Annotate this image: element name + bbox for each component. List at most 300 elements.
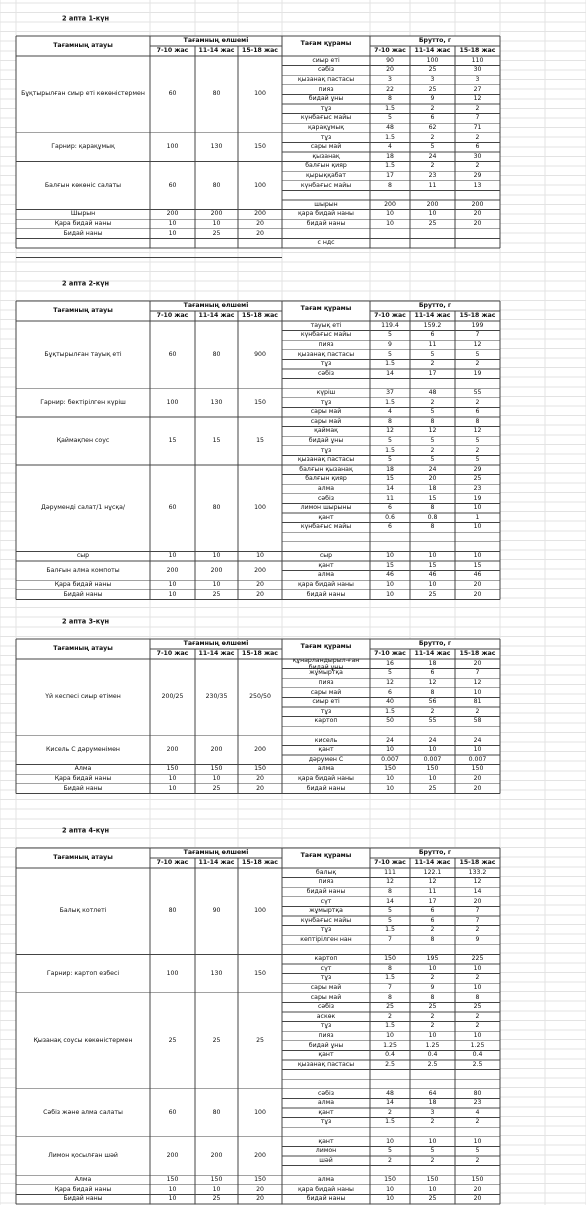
gross-weight-header: Брутто, г (418, 36, 452, 44)
composition-header: Тағам құрамы (300, 642, 352, 650)
gross-value: 3 (430, 1108, 435, 1116)
ingredient-name: сары май (310, 993, 342, 1001)
portion-value: 20 (256, 590, 264, 598)
gross-value: 2 (475, 398, 480, 406)
gross-value: 12 (386, 878, 394, 886)
gross-value: 111 (384, 868, 396, 876)
gross-value: 2 (475, 162, 480, 170)
gross-value: 12 (386, 427, 394, 435)
gross-value: 19 (473, 369, 482, 377)
portion-value: 200 (210, 746, 223, 754)
gross-value: 2 (430, 398, 435, 406)
gross-value: 3 (430, 75, 435, 83)
ingredient-name: сәбіз (317, 1003, 335, 1011)
gross-age-header: 7-10 жас (374, 858, 406, 866)
dish-name: Балғын көкөніс салаты (44, 181, 122, 189)
portion-value: 150 (210, 1175, 223, 1183)
gross-value: 18 (386, 465, 394, 473)
ingredient-name: шырын (314, 200, 338, 208)
ingredient-name: жұмыртқа (309, 669, 343, 677)
portion-value: 10 (212, 1185, 221, 1193)
portion-value: 10 (168, 552, 177, 560)
portion-value: 60 (168, 350, 177, 358)
gross-value: 100 (426, 56, 439, 64)
gross-value: 2.5 (472, 1060, 483, 1068)
gross-value: 10 (386, 580, 394, 588)
gross-value: 2 (430, 1012, 435, 1020)
dish-name: Бұқтырылған сиыр еті көкөністермен (21, 90, 145, 98)
gross-value: 10 (428, 774, 437, 782)
portion-value: 25 (212, 784, 221, 792)
gross-value: 5 (388, 916, 392, 924)
gross-value: 2 (475, 1118, 480, 1126)
gross-value: 58 (473, 717, 482, 725)
ingredient-name: алма (317, 484, 335, 492)
gross-value: 2 (430, 1156, 435, 1164)
gross-value: 2 (475, 1022, 480, 1030)
gross-value: 0.007 (381, 755, 399, 763)
gross-value: 200 (426, 200, 439, 208)
gross-value: 150 (426, 765, 439, 773)
gross-value: 46 (428, 571, 437, 579)
portion-value: 200 (166, 1151, 179, 1159)
gross-age-header: 11-14 жас (414, 46, 451, 54)
ingredient-name: қырыққабат (306, 171, 346, 179)
portion-value: 200 (210, 1151, 223, 1159)
gross-value: 48 (386, 1089, 394, 1097)
portion-value: 20 (256, 774, 264, 782)
dish-name-header: Тағамның атауы (53, 306, 113, 314)
portion-value: 15 (212, 436, 221, 444)
ingredient-name: қант (318, 1137, 334, 1145)
gross-value: 2 (430, 104, 435, 112)
portion-value: 100 (254, 1108, 266, 1116)
day-title: 2 апта 4-күн (62, 826, 110, 835)
gross-value: 2 (430, 926, 435, 934)
portion-value: 150 (210, 765, 223, 773)
gross-value: 12 (473, 678, 482, 686)
ingredient-name: шәй (319, 1156, 333, 1164)
gross-value: 10 (428, 1137, 437, 1145)
portion-value: 25 (212, 1036, 221, 1044)
gross-value: 2 (475, 707, 480, 715)
gross-value: 10 (473, 688, 482, 696)
ingredient-name: қант (318, 561, 334, 569)
gross-value: 24 (428, 736, 437, 744)
ingredient-name: жұмыртқа (309, 907, 343, 915)
ingredient-name: алма (317, 765, 335, 773)
portion-age-header: 7-10 жас (156, 649, 189, 657)
ingredient-name: қарақұмық (308, 123, 344, 131)
portion-value: 25 (212, 229, 221, 237)
gross-value: 10 (386, 1195, 394, 1203)
gross-value: 10 (386, 210, 394, 218)
ingredient-name: тұз (320, 1022, 332, 1030)
gross-value: 4 (388, 143, 392, 151)
portion-value: 200 (210, 566, 223, 574)
gross-value: 150 (471, 1175, 484, 1183)
gross-value: 9 (388, 340, 392, 348)
gross-value: 5 (475, 456, 480, 464)
ingredient-name: тұз (320, 133, 332, 141)
portion-value: 200/25 (161, 693, 184, 701)
ingredient-name: бидай ұны (308, 95, 344, 103)
gross-value: 10 (428, 210, 437, 218)
portion-age-header: 15-18 жас (242, 311, 278, 319)
gross-value: 14 (473, 887, 482, 895)
gross-value: 9 (430, 95, 435, 103)
gross-value: 17 (428, 897, 437, 905)
gross-value: 1.5 (385, 398, 395, 406)
ingredient-name: пияз (318, 878, 334, 886)
gross-value: 5 (388, 331, 392, 339)
ingredient-name: күнбағыс майы (300, 331, 352, 339)
portion-age-header: 7-10 жас (156, 46, 189, 54)
gross-value: 14 (386, 1099, 394, 1107)
portion-value: 20 (256, 784, 264, 792)
gross-value: 5 (388, 907, 392, 915)
gross-value: 20 (473, 659, 482, 667)
gross-value: 25 (428, 1195, 437, 1203)
gross-value: 2 (430, 1022, 435, 1030)
gross-value: 2 (475, 104, 480, 112)
ingredient-name: тауық еті (310, 321, 342, 329)
gross-value: 19 (473, 494, 482, 502)
ingredient-name: қара бидай наны (298, 774, 354, 782)
gross-value: 71 (473, 123, 482, 131)
gross-age-header: 11-14 жас (414, 311, 451, 319)
gross-value: 8 (388, 181, 392, 189)
gross-value: 6 (388, 688, 392, 696)
ingredient-name: балғын қияр (305, 162, 347, 170)
portion-value: 250/50 (249, 693, 271, 701)
ingredient-name: қара бидай наны (298, 210, 354, 218)
gross-value: 200 (471, 200, 484, 208)
gross-value: 3 (475, 75, 480, 83)
gross-value: 20 (473, 784, 482, 792)
dish-name: Гарнир: картоп езбесі (46, 969, 120, 977)
ingredient-name: қара бидай наны (298, 580, 354, 588)
ingredient-name: тұз (320, 398, 332, 406)
gross-value: 1.5 (385, 162, 395, 170)
gross-value: 18 (428, 484, 437, 492)
ingredient-name: пияз (318, 85, 334, 93)
gross-value: 20 (473, 1195, 482, 1203)
dish-name: Үй кеспесі сиыр етімен (45, 693, 121, 701)
portion-value: 15 (168, 436, 177, 444)
gross-value: 5 (388, 456, 392, 464)
portion-age-header: 15-18 жас (242, 858, 278, 866)
portion-value: 200 (210, 210, 223, 218)
portion-value: 10 (212, 580, 221, 588)
gross-value: 10 (386, 552, 394, 560)
portion-value: 60 (168, 1108, 177, 1116)
gross-value: 10 (386, 219, 394, 227)
dish-name: Лимон қосылған шәй (48, 1151, 118, 1159)
ingredient-name: алма (317, 1175, 335, 1183)
gross-value: 2 (430, 360, 435, 368)
gross-value: 0.8 (427, 513, 438, 521)
dish-name: Қара бидай наны (54, 774, 112, 782)
portion-value: 10 (168, 580, 177, 588)
ingredient-name: қызанақ (312, 152, 340, 160)
portion-value: 100 (254, 90, 266, 98)
ingredient-name: тұз (320, 707, 332, 715)
portion-value: 130 (210, 969, 223, 977)
portion-value: 150 (254, 143, 266, 151)
portion-value: 20 (256, 219, 264, 227)
gross-value: 6 (388, 523, 392, 531)
portion-value: 10 (168, 219, 177, 227)
ingredient-name: сәбіз (317, 66, 335, 74)
gross-value: 12 (428, 678, 437, 686)
gross-value: 90 (386, 56, 394, 64)
portion-age-header: 7-10 жас (156, 858, 189, 866)
portion-value: 20 (256, 1195, 264, 1203)
gross-value: 24 (428, 465, 437, 473)
gross-value: 25 (428, 85, 437, 93)
ingredient-name: сиыр еті (312, 698, 340, 706)
gross-value: 122.1 (423, 868, 442, 876)
composition-header: Тағам құрамы (300, 851, 352, 859)
gross-value: 2 (475, 360, 480, 368)
gross-age-header: 15-18 жас (459, 46, 496, 54)
ingredient-name: тұз (320, 104, 332, 112)
gross-value: 15 (386, 475, 394, 483)
gross-value: 25 (428, 1003, 437, 1011)
ingredient-name: пияз (318, 678, 334, 686)
ingredient-name: картоп (314, 955, 338, 963)
gross-value: 10 (473, 523, 482, 531)
gross-value: 6 (430, 916, 435, 924)
ingredient-name: құнарландырыл-ған бидай ұны (292, 656, 360, 671)
dish-name: Балық котлеті (59, 907, 107, 915)
gross-value: 2 (475, 1012, 480, 1020)
ingredient-name: пияз (318, 340, 334, 348)
gross-value: 225 (471, 955, 484, 963)
ingredient-name: сүт (320, 897, 332, 905)
gross-value: 2 (475, 1156, 480, 1164)
gross-value: 1.5 (385, 974, 395, 982)
portion-value: 20 (256, 580, 264, 588)
portion-value: 200 (254, 746, 266, 754)
portion-value: 15 (256, 436, 264, 444)
gross-age-header: 11-14 жас (414, 649, 451, 657)
ingredient-name: бидай ұны (308, 436, 344, 444)
gross-value: 12 (473, 340, 482, 348)
gross-value: 2 (430, 707, 435, 715)
gross-value: 199 (471, 321, 484, 329)
ingredient-name: бидай наны (306, 219, 346, 227)
gross-value: 150 (384, 765, 396, 773)
gross-value: 10 (428, 964, 437, 972)
gross-value: 2.5 (427, 1060, 438, 1068)
gross-value: 12 (473, 878, 482, 886)
portion-value: 25 (168, 1036, 177, 1044)
gross-value: 20 (473, 897, 482, 905)
gross-value: 0.007 (468, 755, 487, 763)
gross-value: 20 (473, 210, 482, 218)
ingredient-name: аскөк (316, 1012, 336, 1020)
gross-value: 20 (428, 475, 437, 483)
ingredient-name: сиыр еті (312, 56, 340, 64)
portion-value: 200 (166, 566, 179, 574)
ingredient-name: сары май (310, 143, 342, 151)
dish-name: Бидай наны (63, 784, 103, 792)
gross-value: 2 (430, 133, 435, 141)
ingredient-name: картоп (314, 717, 338, 725)
dish-name: Сәбіз және алма салаты (43, 1108, 123, 1116)
gross-value: 48 (386, 123, 394, 131)
gross-value: 23 (473, 484, 482, 492)
gross-value: 1.5 (385, 360, 395, 368)
gross-value: 10 (473, 746, 482, 754)
portion-value: 100 (166, 398, 179, 406)
gross-value: 81 (473, 698, 482, 706)
portion-value: 80 (212, 1108, 221, 1116)
gross-value: 15 (473, 561, 482, 569)
gross-value: 1.5 (385, 926, 395, 934)
ingredient-name: бидай наны (306, 1195, 346, 1203)
portion-age-header: 11-14 жас (198, 858, 235, 866)
gross-value: 2 (475, 446, 480, 454)
gross-value: 8 (388, 417, 392, 425)
gross-value: 200 (384, 200, 396, 208)
gross-value: 0.4 (472, 1051, 483, 1059)
gross-value: 40 (386, 698, 394, 706)
gross-age-header: 7-10 жас (374, 649, 406, 657)
gross-value: 11 (386, 494, 394, 502)
gross-value: 10 (473, 983, 482, 991)
gross-value: 5 (430, 436, 435, 444)
gross-value: 2 (430, 1118, 435, 1126)
gross-value: 14 (386, 484, 394, 492)
gross-value: 56 (428, 698, 437, 706)
gross-value: 150 (426, 1175, 439, 1183)
gross-value: 12 (473, 95, 482, 103)
portion-size-header: Тағамның өлшемі (183, 301, 249, 309)
ingredient-name: қаймақ (314, 427, 338, 435)
gross-value: 195 (426, 955, 439, 963)
portion-value: 230/35 (205, 693, 228, 701)
gross-weight-header: Брутто, г (418, 639, 452, 647)
gross-value: 14 (386, 897, 394, 905)
portion-value: 900 (254, 350, 266, 358)
portion-value: 100 (166, 143, 179, 151)
gross-value: 8 (475, 417, 480, 425)
gross-value: 0.007 (423, 755, 442, 763)
gross-value: 10 (386, 774, 394, 782)
portion-value: 150 (166, 765, 179, 773)
ingredient-name: кисель (314, 736, 338, 744)
portion-value: 60 (168, 504, 177, 512)
portion-value: 25 (212, 1195, 221, 1203)
gross-value: 17 (428, 369, 437, 377)
ingredient-name: сәбіз (317, 1089, 335, 1097)
gross-value: 25 (428, 66, 437, 74)
gross-value: 7 (475, 331, 480, 339)
gross-value: 1.5 (385, 133, 395, 141)
gross-value: 9 (430, 983, 435, 991)
gross-value: 159.2 (423, 321, 442, 329)
gross-value: 0.6 (385, 513, 395, 521)
gross-value: 55 (473, 388, 482, 396)
ingredient-name: күріш (316, 388, 336, 396)
portion-size-header: Тағамның өлшемі (183, 639, 249, 647)
dish-name-header: Тағамның атауы (53, 41, 113, 49)
gross-value: 5 (388, 1147, 392, 1155)
gross-value: 7 (388, 983, 392, 991)
gross-value: 1.25 (470, 1041, 485, 1049)
ingredient-name: сәбіз (317, 369, 335, 377)
dish-name: Алма (74, 765, 92, 773)
gross-age-header: 7-10 жас (374, 46, 406, 54)
gross-value: 25 (473, 475, 482, 483)
ingredient-name: қызанақ пастасы (297, 75, 355, 83)
gross-value: 110 (471, 56, 484, 64)
gross-value: 5 (388, 114, 392, 122)
dish-name: Бұқтырылған тауық еті (44, 350, 122, 358)
gross-value: 48 (428, 388, 437, 396)
portion-value: 80 (168, 907, 177, 915)
dish-name: Қара бидай наны (54, 219, 112, 227)
ingredient-name: сары май (310, 417, 342, 425)
gross-value: 150 (384, 955, 396, 963)
dish-name: Дәрумендi салат/1 нұсқа/ (41, 504, 125, 512)
dish-name: Бидай наны (63, 590, 103, 598)
gross-value: 8 (430, 523, 435, 531)
gross-value: 5 (388, 350, 392, 358)
ingredient-name: сары май (310, 983, 342, 991)
gross-value: 0.4 (427, 1051, 438, 1059)
gross-value: 5 (430, 456, 435, 464)
ingredient-name: балғын қияр (305, 475, 347, 483)
ingredient-name: сыр (319, 552, 333, 560)
ingredient-name: лимон шырыны (300, 504, 352, 512)
ingredient-name: қант (318, 1108, 334, 1116)
ingredient-name: күнбағыс майы (300, 916, 352, 924)
ingredient-name: сәбіз (317, 494, 335, 502)
gross-value: 25 (428, 219, 437, 227)
portion-value: 25 (256, 1036, 264, 1044)
gross-value: 8 (430, 993, 435, 1001)
gross-value: 10 (428, 746, 437, 754)
gross-value: 8 (388, 964, 392, 972)
gross-value: 8 (388, 95, 392, 103)
portion-value: 20 (256, 229, 264, 237)
gross-value: 0.4 (385, 1051, 395, 1059)
ingredient-name: тұз (320, 1118, 332, 1126)
ingredient-name: қызанақ пастасы (297, 456, 355, 464)
gross-value: 1.5 (385, 707, 395, 715)
gross-value: 24 (473, 736, 482, 744)
gross-value: 1.5 (385, 104, 395, 112)
dish-name: Қара бидай наны (54, 1185, 112, 1193)
dish-name: Кисель С дәруменімен (46, 746, 120, 754)
gross-value: 7 (388, 935, 392, 943)
portion-value: 150 (254, 1175, 266, 1183)
ingredient-name: лимон (315, 1147, 337, 1155)
gross-value: 27 (473, 85, 482, 93)
portion-value: 200 (166, 210, 179, 218)
gross-value: 11 (428, 887, 437, 895)
gross-value: 7 (475, 669, 480, 677)
ingredient-name: күнбағыс майы (300, 114, 352, 122)
ingredient-name: қара бидай наны (298, 1185, 354, 1193)
gross-value: 6 (475, 408, 480, 416)
gross-age-header: 15-18 жас (459, 649, 496, 657)
ingredient-name: балық (315, 868, 337, 876)
